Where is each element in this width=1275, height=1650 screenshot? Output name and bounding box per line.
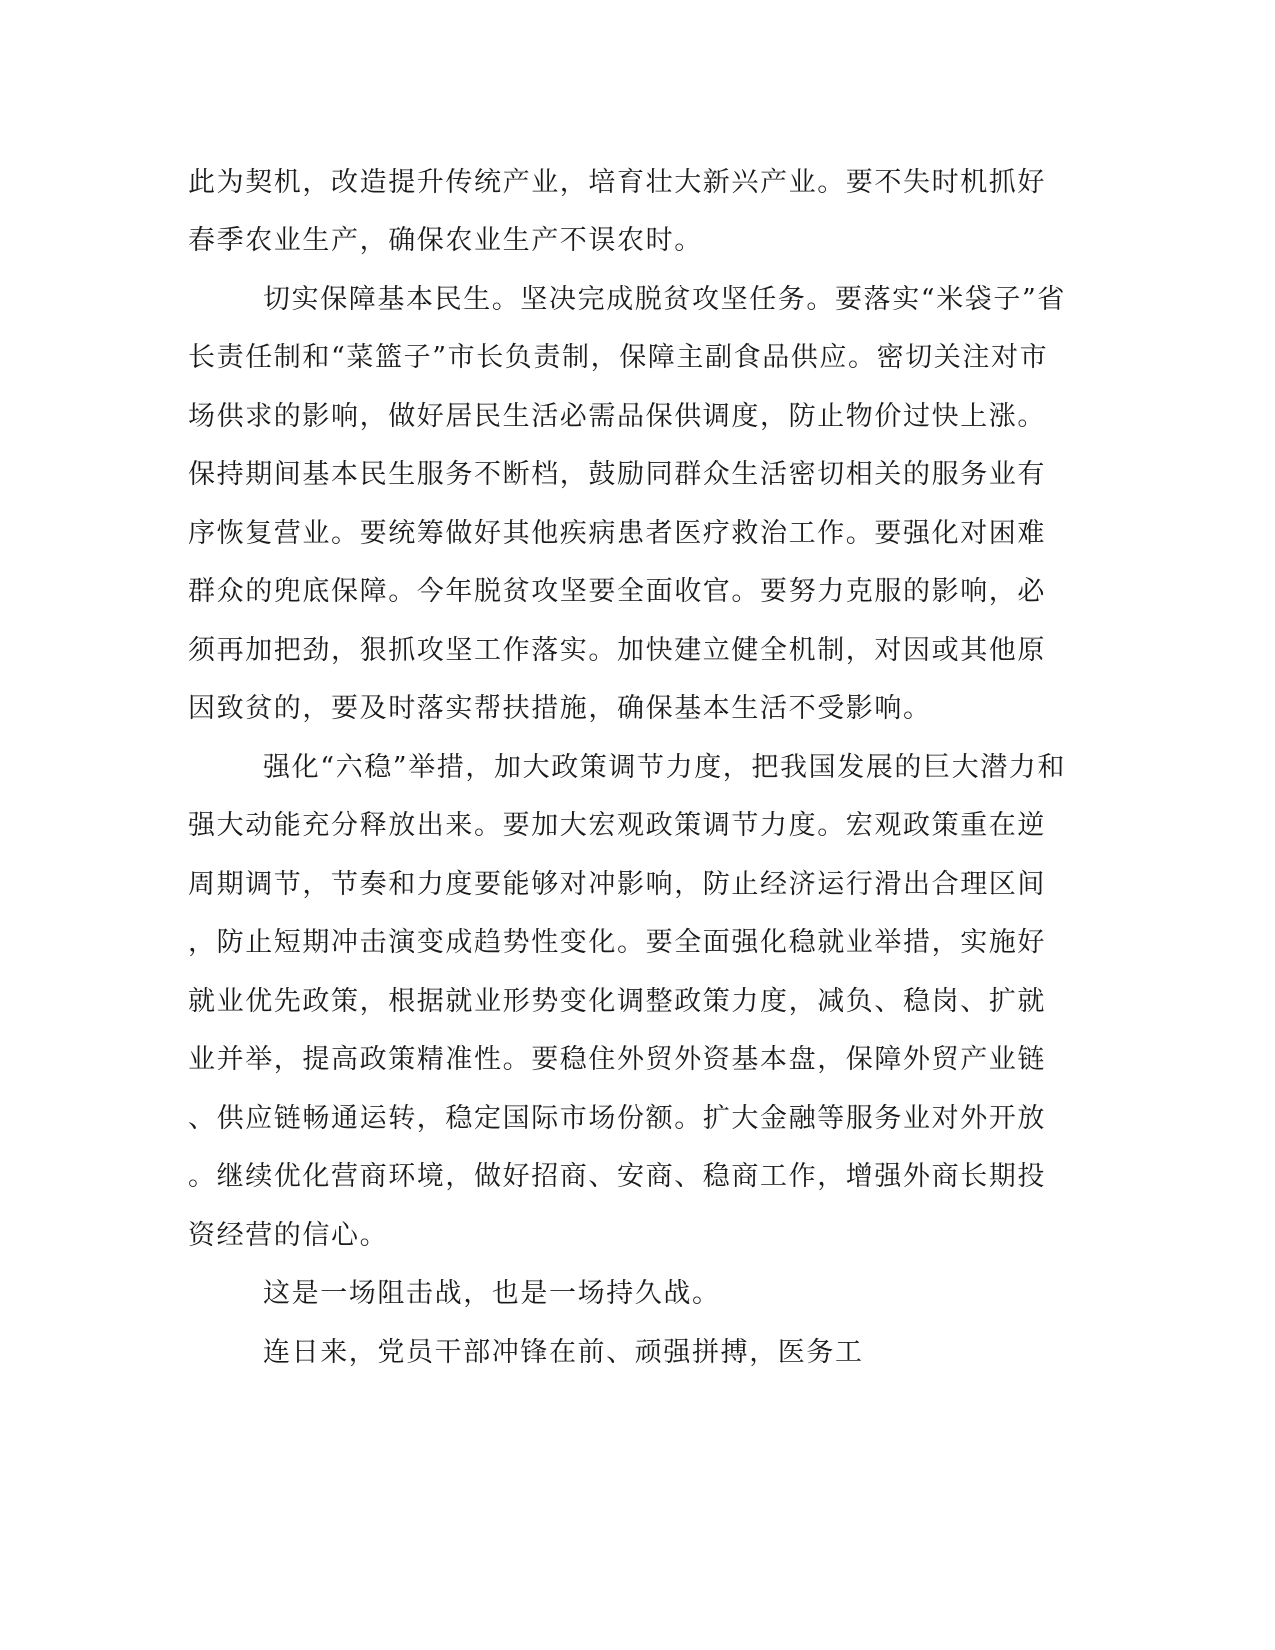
paragraph-start-line: 连日来，党员干部冲锋在前、顽强拼搏，医务工	[263, 1337, 864, 1368]
text-line: 须再加把劲，狠抓攻坚工作落实。加快建立健全机制，对因或其他原	[188, 635, 1046, 666]
text-line: 场供求的影响，做好居民生活必需品保供调度，防止物价过快上涨。	[188, 401, 1046, 432]
text-line: 就业优先政策，根据就业形势变化调整政策力度，减负、稳岗、扩就	[188, 986, 1046, 1017]
text-line: 因致贫的，要及时落实帮扶措施，确保基本生活不受影响。	[188, 693, 932, 724]
text-line: 长责任制和“菜篮子”市长负责制，保障主副食品供应。密切关注对市	[188, 342, 1049, 373]
text-line: ，防止短期冲击演变成趋势性变化。要全面强化稳就业举措，实施好	[188, 927, 1046, 958]
text-line: 资经营的信心。	[188, 1220, 389, 1251]
text-line: 业并举，提高政策精准性。要稳住外贸外资基本盘，保障外贸产业链	[188, 1044, 1046, 1075]
text-line: 群众的兜底保障。今年脱贫攻坚要全面收官。要努力克服的影响，必	[188, 576, 1046, 607]
text-line: 周期调节，节奏和力度要能够对冲影响，防止经济运行滑出合理区间	[188, 869, 1046, 900]
text-line: 此为契机，改造提升传统产业，培育壮大新兴产业。要不失时机抓好	[188, 167, 1046, 198]
text-line: 、供应链畅通运转，稳定国际市场份额。扩大金融等服务业对外开放	[188, 1103, 1046, 1134]
text-line: 序恢复营业。要统筹做好其他疾病患者医疗救治工作。要强化对困难	[188, 518, 1046, 549]
paragraph-start-line: 这是一场阻击战，也是一场持久战。	[263, 1278, 721, 1309]
text-line: 。继续优化营商环境，做好招商、安商、稳商工作，增强外商长期投	[188, 1161, 1046, 1192]
text-line: 强大动能充分释放出来。要加大宏观政策调节力度。宏观政策重在逆	[188, 810, 1046, 841]
paragraph-start-line: 强化“六稳”举措，加大政策调节力度，把我国发展的巨大潜力和	[263, 752, 1067, 783]
text-line: 春季农业生产，确保农业生产不误农时。	[188, 225, 703, 256]
text-line: 保持期间基本民生服务不断档，鼓励同群众生活密切相关的服务业有	[188, 459, 1046, 490]
paragraph-start-line: 切实保障基本民生。坚决完成脱贫攻坚任务。要落实“米袋子”省	[263, 284, 1067, 315]
